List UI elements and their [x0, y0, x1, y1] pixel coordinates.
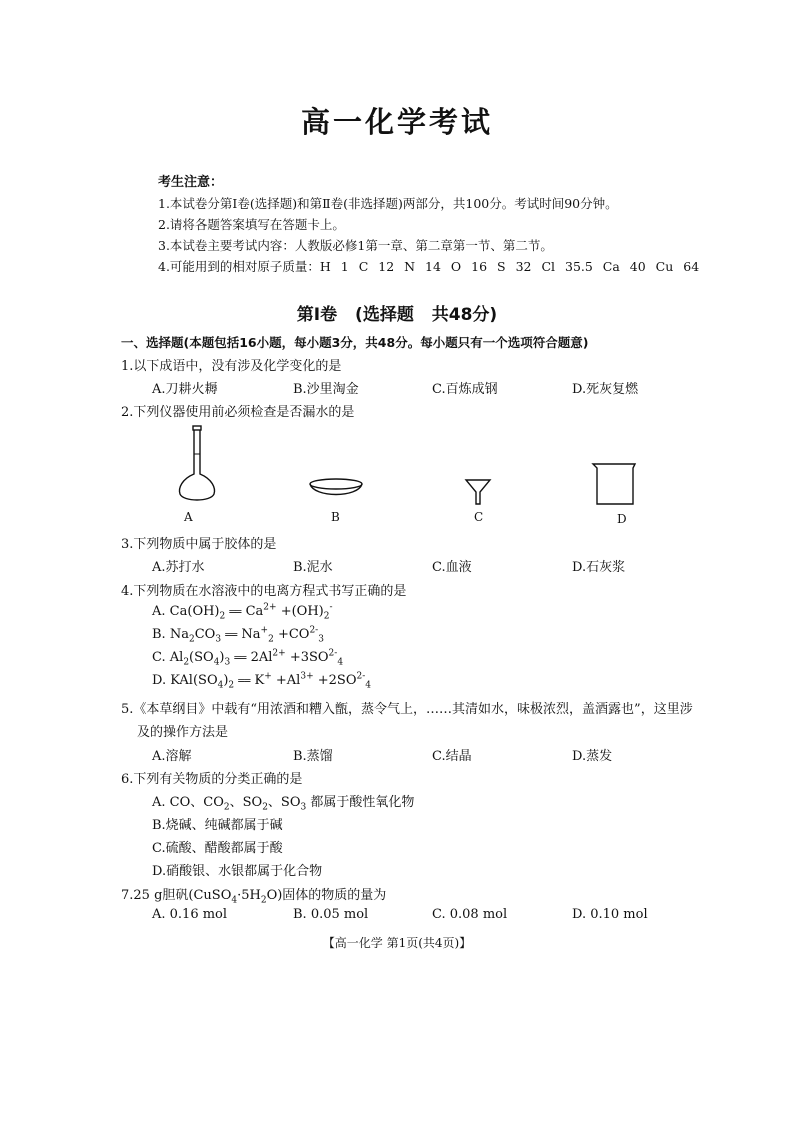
question-6-stem: 6.下列有关物质的分类正确的是: [121, 772, 303, 787]
notice-line-2: 2.请将各题答案填写在答题卡上。: [158, 217, 345, 232]
q7-option-c: C. 0.08 mol: [432, 907, 508, 922]
q3-option-a: A.苏打水: [152, 560, 205, 575]
question-5-options: [152, 745, 652, 765]
q1-option-a: A.刀耕火耨: [152, 382, 218, 397]
q1-option-b: B.沙里淘金: [293, 382, 359, 397]
exam-title: 高一化学考试: [300, 105, 493, 139]
apparatus-label-c: C: [474, 510, 484, 524]
part-1-title: 第Ⅰ卷: [296, 305, 338, 325]
q4-option-a: A. $Ca(OH)_2$ ══ $Ca^{2+} +(OH)_2^-$: [152, 602, 333, 622]
q3-option-b: B.泥水: [293, 560, 333, 575]
question-1-options: [152, 378, 652, 398]
notice-heading: 考生注意：: [158, 175, 224, 190]
part-1-heading: [0, 300, 794, 325]
question-4-stem: 4.下列物质在水溶液中的电离方程式书写正确的是: [121, 584, 407, 599]
q5-option-b: B.蒸馏: [293, 749, 333, 764]
question-7-stem: 7.25 g胆矾$(CuSO_4\cdot 5H_2O)$固体的物质的量为: [121, 888, 387, 906]
q4-option-b: B. $Na_2CO_3$ ══ $Na^+_2 +CO^{2-}_3$: [152, 625, 324, 645]
notice-line-4: 4.可能用到的相对原子质量：H 1 C 12 N 14 O 16 S 32 Cl 35.5 Ca 40 Cu 64: [158, 259, 700, 274]
q6-option-c: C.硫酸、醋酸都属于酸: [152, 841, 283, 856]
apparatus-label-a: A: [184, 510, 193, 524]
question-2-stem: 2.下列仪器使用前必须检查是否漏水的是: [121, 405, 355, 420]
q1-option-d: D.死灰复燃: [572, 382, 639, 397]
part-1-score: 共48分): [431, 305, 498, 325]
beaker-icon: [589, 460, 639, 508]
q6-option-a: A. CO、$CO_2$、$SO_2$、$SO_3$ 都属于酸性氧化物: [152, 795, 415, 813]
question-3-stem: 3.下列物质中属于胶体的是: [121, 537, 277, 552]
q3-option-d: D.石灰浆: [572, 560, 626, 575]
apparatus-label-d: D: [617, 512, 627, 526]
q5-option-a: A.溶解: [152, 749, 192, 764]
q6-option-d: D.硝酸银、水银都属于化合物: [152, 864, 323, 879]
notice-line-1: 1.本试卷分第Ⅰ卷(选择题)和第Ⅱ卷(非选择题)两部分，共100分。考试时间90分钟。: [158, 196, 618, 211]
q1-option-c: C.百炼成钢: [432, 382, 498, 397]
q5-option-d: D.蒸发: [572, 749, 613, 764]
candidate-notice: [158, 172, 718, 277]
question-7-options: [152, 907, 652, 927]
section-1-heading: 一、选择题(本题包括16小题，每小题3分，共48分。每小题只有一个选项符合题意): [121, 335, 589, 350]
part-1-type: (选择题: [355, 305, 414, 325]
question-5-stem-line-2: 及的操作方法是: [137, 725, 229, 740]
question-5-stem-line-1: 5.《本草纲目》中载有“用浓酒和糟入甑，蒸令气上，……其清如水，味极浓烈，盖酒露也”，这里涉: [121, 702, 693, 717]
q3-option-c: C.血液: [432, 560, 472, 575]
q4-option-d: D. $KAl(SO_4)_2$ ══ $K^+ +Al^{3+} +2SO^{2-}_4$: [152, 671, 372, 691]
notice-line-3: 3.本试卷主要考试内容：人教版必修1第一章、第二章第一节、第二节。: [158, 238, 553, 253]
funnel-icon: [464, 477, 492, 505]
apparatus-label-b: B: [331, 510, 340, 524]
evaporating-dish-icon: [308, 476, 364, 502]
q4-option-c: C. $Al_2(SO_4)_3$ ══ $2Al^{2+} +3SO^{2-}_4$: [152, 648, 344, 668]
volumetric-flask-icon: [172, 424, 222, 504]
q6-option-b: B.烧碱、纯碱都属于碱: [152, 818, 283, 833]
q7-option-a: A. 0.16 mol: [152, 907, 228, 922]
q7-option-b: B. 0.05 mol: [293, 907, 369, 922]
q7-option-d: D. 0.10 mol: [572, 907, 648, 922]
question-1-stem: 1.以下成语中，没有涉及化学变化的是: [121, 359, 342, 374]
page-footer: 【高一化学 第1页(共4页)】: [322, 936, 472, 950]
q5-option-c: C.结晶: [432, 749, 472, 764]
question-3-options: [152, 556, 652, 576]
